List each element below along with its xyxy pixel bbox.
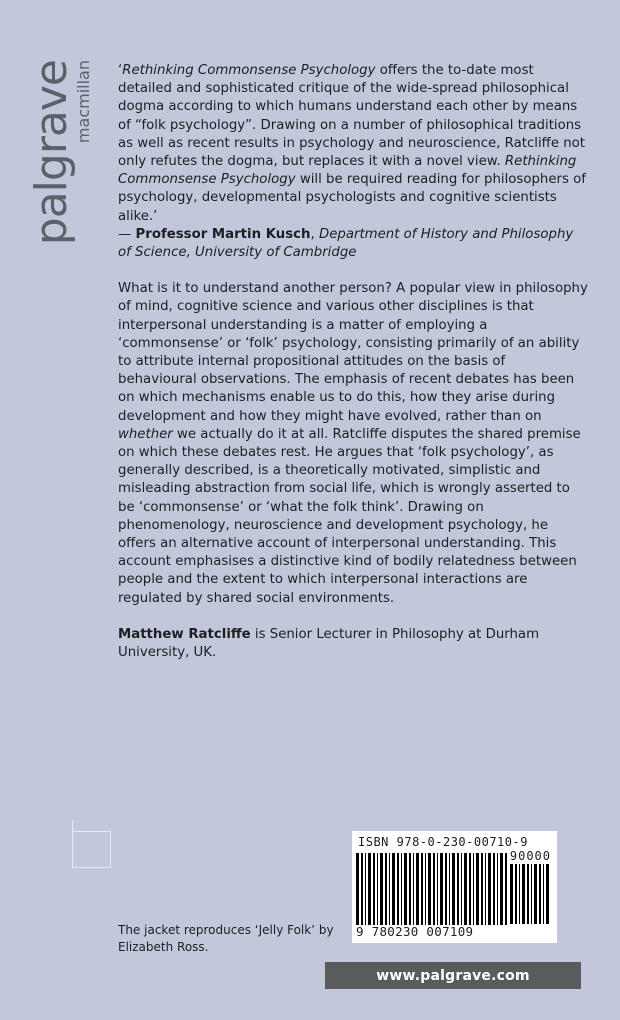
publisher-name: palgrave — [26, 60, 77, 246]
publisher-logo — [26, 60, 93, 260]
decorative-frame — [72, 831, 111, 868]
barcode-bar — [452, 853, 455, 925]
barcode-bar — [481, 853, 483, 925]
description-part-1: What is it to understand another person? A popular view in philosophy of mind, cognitive science and various other disciplines is that interpersonal understanding is a matter of employing a ‘commonsense’ or ‘folk’ psychology, consisting primarily of an ability to attribute internal propositional attitudes on the basis of behavioural observations. The emphasis of recent debates has been on which mechanisms enable us to do this, how they arise during development and how they might have evolved, rather than on — [118, 281, 588, 424]
barcode-bar — [445, 853, 447, 925]
endorser-name: Professor Martin Kusch — [135, 226, 311, 242]
back-cover-text — [118, 62, 588, 680]
barcode-bar — [461, 853, 462, 925]
barcode-bar — [392, 853, 395, 925]
barcode-bar — [368, 853, 371, 925]
barcode-bar — [437, 853, 438, 925]
barcode-bar — [385, 853, 387, 925]
barcode-bar — [488, 853, 491, 925]
barcode-bar — [380, 853, 383, 925]
barcode-bar — [404, 853, 407, 925]
barcode-addon-bars — [510, 864, 552, 924]
barcode-bar — [522, 864, 525, 924]
price-code: 90000 — [509, 849, 551, 863]
barcode-bar — [510, 864, 513, 924]
barcode-bar — [416, 853, 419, 925]
barcode-bars — [356, 853, 508, 925]
barcode-bar — [401, 853, 402, 925]
endorser-affiliation: Department of History and Philosophy of Science, University of Cambridge — [118, 226, 574, 261]
barcode-bar — [534, 864, 537, 924]
barcode-bar — [519, 864, 520, 924]
barcode-bar — [485, 853, 486, 925]
author-bio-text: is Senior Lecturer in Philosophy at Durham University, UK. — [118, 626, 540, 661]
barcode-bar — [389, 853, 390, 925]
barcode-bar — [397, 853, 399, 925]
barcode-bar — [428, 853, 431, 925]
barcode-bar — [515, 864, 517, 924]
quote-text-1: offers the to-date most detailed and sophisticated critique of the wide-spread philosophical dogma according to which humans understand each other by means of “folk psychology”. Drawing on a number of philosophical traditions as well as recent results in psychology and neuroscience, Ratcliffe not only refutes the dogma, but replaces it with a novel view. — [118, 63, 586, 170]
barcode-bar — [413, 853, 414, 925]
barcode-bar — [500, 853, 503, 925]
attribution-separator: , — [310, 226, 319, 242]
barcode-bar — [425, 853, 426, 925]
barcode-bar — [377, 853, 378, 925]
barcode-bar — [409, 853, 411, 925]
website-link[interactable]: www.palgrave.com — [325, 962, 581, 989]
endorsement-quote — [118, 62, 588, 262]
publisher-imprint: macmillan — [74, 60, 93, 144]
barcode-bar — [473, 853, 474, 925]
quote-book-title: Rethinking Commonsense Psychology — [122, 63, 376, 78]
barcode-bar — [543, 864, 544, 924]
author-name: Matthew Ratcliffe — [118, 626, 251, 642]
barcode-bar — [469, 853, 471, 925]
quote-book-title-2: Rethinking Commonsense Psychology — [118, 154, 577, 188]
author-bio — [118, 626, 588, 662]
isbn-barcode — [352, 831, 557, 943]
barcode-bar — [527, 864, 529, 924]
barcode-bar — [505, 853, 507, 925]
description-part-2: we actually do it at all. Ratcliffe disputes the shared premise on which these debates rest. He argues that ‘folk psychology’, as generally described, is a theoretically motivated, simplistic and misleading abstraction from social life, which is wrongly asserted to be ‘commonsense’ or ‘what the folk think’. Drawing on phenomenology, neuroscience and development psychology, he offers an alternative account of interpersonal understanding. This account emphasises a distinctive kind of bodily relatedness between people and the extent to which interpersonal interactions are regulated by shared social environments. — [118, 426, 581, 606]
barcode-bar — [539, 864, 541, 924]
barcode-bar — [497, 853, 498, 925]
barcode-bar — [356, 853, 359, 925]
barcode-bar — [449, 853, 450, 925]
barcode-bar — [546, 864, 549, 924]
attribution-dash: — — [118, 226, 136, 242]
quote-text-2: will be required reading for philosophers of psychology, developmental psychologists and cognitive scientists alike.’ — [118, 172, 586, 224]
jacket-credit: The jacket reproduces ‘Jelly Folk’ by Elizabeth Ross. — [118, 923, 334, 954]
barcode-bar — [365, 853, 366, 925]
barcode-bar — [373, 853, 375, 925]
barcode-bar — [531, 864, 532, 924]
ean-digits: 9 780230 007109 — [356, 924, 474, 939]
barcode-bar — [440, 853, 443, 925]
barcode-bar — [464, 853, 467, 925]
barcode-bar — [421, 853, 423, 925]
barcode-bar — [457, 853, 459, 925]
isbn-label: ISBN 978-0-230-00710-9 — [358, 835, 528, 849]
barcode-bar — [493, 853, 495, 925]
barcode-bar — [476, 853, 479, 925]
book-description — [118, 280, 588, 608]
description-emphasis: whether — [118, 426, 173, 442]
quote-open: ‘ — [118, 63, 123, 78]
barcode-bar — [433, 853, 435, 925]
barcode-bar — [361, 853, 363, 925]
